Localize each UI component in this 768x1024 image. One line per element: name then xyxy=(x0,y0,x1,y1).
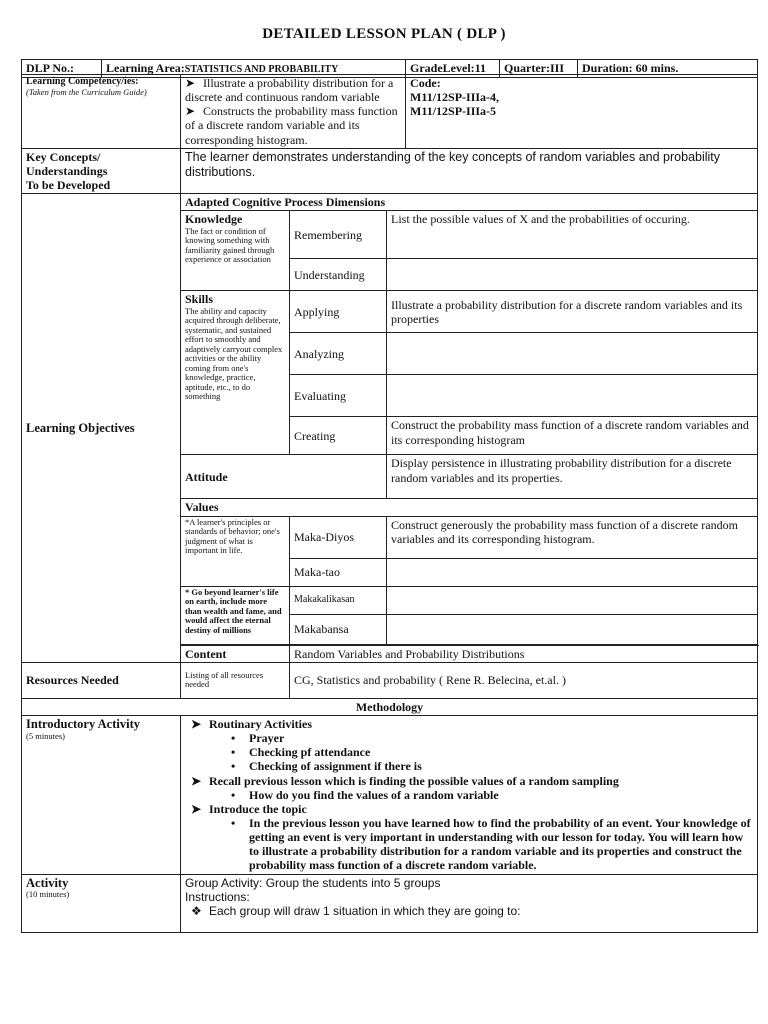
bullet-icon: • xyxy=(231,731,236,746)
competency-sublabel: (Taken from the Curriculum Guide) xyxy=(26,86,147,97)
intro-activity-time: (5 minutes) xyxy=(26,730,65,741)
objective-makakalikasan xyxy=(387,586,758,614)
intro-activity-label: Introductory Activity xyxy=(26,716,140,731)
list-item: • Prayer xyxy=(231,731,285,746)
level-makabansa: Makabansa xyxy=(290,614,387,644)
duration: Duration: 60 mins. xyxy=(578,60,758,78)
level-creating: Creating xyxy=(290,417,387,455)
list-item: ➤ Introduce the topic xyxy=(191,801,307,816)
level-maka-diyos: Maka-Diyos xyxy=(290,516,387,558)
activity-group: Group Activity: Group the students into 5 groups xyxy=(185,875,441,890)
attitude-label: Attitude xyxy=(181,455,387,499)
competency-item: ➤ Constructs the probability mass function of a discrete random variable and its corresponding histogram. xyxy=(185,104,398,147)
list-item: • How do you find the values of a random variable xyxy=(231,787,499,802)
level-makakalikasan: Makakalikasan xyxy=(290,586,387,614)
bullet-icon: • xyxy=(231,745,236,760)
list-item: ➤ Recall previous lesson which is finding the possible values of a random sampling xyxy=(191,773,619,788)
competency-list xyxy=(181,75,406,149)
intro-activity-cell xyxy=(22,715,181,874)
bullet-icon: • xyxy=(231,787,236,802)
knowledge-cell: Knowledge The fact or condition of knowing something with familiarity gained through experience or association xyxy=(181,211,290,291)
objective-understanding xyxy=(387,259,758,291)
objective-remembering: List the possible values of X and the probabilities of occuring. xyxy=(387,211,758,259)
learning-objectives-label: Learning Objectives xyxy=(22,194,181,662)
level-remembering: Remembering xyxy=(290,211,387,259)
competency-item: ➤ Illustrate a probability distribution for a discrete and continuous random variable xyxy=(185,76,394,105)
objective-attitude: Display persistence in illustrating probability distribution for a discrete random variables and its properties. xyxy=(387,455,758,499)
activity-content xyxy=(181,874,758,932)
level-applying: Applying xyxy=(290,291,387,333)
arrow-bullet-icon: ➤ xyxy=(185,76,196,90)
key-concepts-text: The learner demonstrates understanding of the key concepts of random variables and probability distributions. xyxy=(181,148,758,193)
intro-activity-content xyxy=(181,715,758,874)
resources-text: CG, Statistics and probability ( Rene R. Belecina, et.al. ) xyxy=(290,662,758,698)
level-evaluating: Evaluating xyxy=(290,375,387,417)
lesson-plan-table xyxy=(21,74,758,933)
competency-label-cell xyxy=(22,75,181,149)
objective-maka-diyos: Construct generously the probability mass function of a discrete random variables and its corresponding histogram. xyxy=(387,516,758,558)
objective-evaluating xyxy=(387,375,758,417)
values-desc-cell: *A learner's principles or standards of behavior; one's judgment of what is important in life. xyxy=(181,516,290,586)
objective-maka-tao xyxy=(387,558,758,586)
dimensions-header: Adapted Cognitive Process Dimensions xyxy=(181,194,758,211)
objective-applying: Illustrate a probability distribution for a discrete random variables and its properties xyxy=(387,291,758,333)
list-item: ❖ Each group will draw 1 situation in which they are going to: xyxy=(191,903,521,918)
objective-makabansa xyxy=(387,614,758,644)
diamond-bullet-icon: ❖ xyxy=(191,903,202,918)
arrow-bullet-icon: ➤ xyxy=(191,773,202,788)
arrow-bullet-icon: ➤ xyxy=(185,104,196,119)
values-desc-cell-2: * Go beyond learner's life on earth, include more than wealth and fame, and would affect the eternal destiny of millions xyxy=(181,586,290,644)
resources-sublabel: Listing of all resources needed xyxy=(181,662,290,698)
content-label: Content xyxy=(181,645,290,662)
content-text: Random Variables and Probability Distributions xyxy=(290,645,758,662)
activity-time: (10 minutes) xyxy=(26,889,70,900)
arrow-bullet-icon: ➤ xyxy=(191,801,202,816)
objective-analyzing xyxy=(387,333,758,375)
level-understanding: Understanding xyxy=(290,259,387,291)
level-analyzing: Analyzing xyxy=(290,333,387,375)
objective-creating: Construct the probability mass function of a discrete random variables and its corresponding histogram xyxy=(387,417,758,455)
bullet-icon: • xyxy=(231,759,236,774)
arrow-bullet-icon: ➤ xyxy=(191,716,202,731)
learning-area: Learning Area:STATISTICS AND PROBABILITY xyxy=(102,60,406,78)
dlp-no-label: DLP No.: xyxy=(22,60,102,78)
resources-label: Resources Needed xyxy=(22,662,181,698)
bullet-icon: • xyxy=(231,815,236,830)
activity-cell xyxy=(22,874,181,932)
competency-code: Code: M11/12SP-IIIa-4, M11/12SP-IIIa-5 xyxy=(406,75,758,149)
key-concepts-label: Key Concepts/ Understandings To be Developed xyxy=(22,148,181,193)
list-item: • In the previous lesson you have learned how to find the probability of an event. Your knowledge of getting an event is very important in understanding with our lesson for today. You will learn how to illustrate a probability distribution for a random variable and its properties and construct the probability mass function of a discrete random variable. xyxy=(231,815,751,873)
methodology-header: Methodology xyxy=(22,698,758,715)
list-item: • Checking of assignment if there is xyxy=(231,759,422,774)
competency-label: Learning Competency/ies: xyxy=(26,76,139,87)
values-label: Values xyxy=(181,499,758,516)
quarter: Quarter:III xyxy=(500,60,578,78)
list-item: ➤ Routinary Activities xyxy=(191,716,312,731)
activity-instructions: Instructions: xyxy=(185,889,250,904)
skills-cell: Skills The ability and capacity acquired through deliberate, systematic, and sustained effort to smoothly and adaptively carryout complex activities or the ability coming from one's knowledge, practice, aptitude, etc., to do something xyxy=(181,291,290,455)
activity-label: Activity xyxy=(26,875,69,890)
list-item: • Checking pf attendance xyxy=(231,745,371,760)
grade-level: GradeLevel:11 xyxy=(406,60,500,78)
document-title: DETAILED LESSON PLAN ( DLP ) xyxy=(262,26,506,42)
level-maka-tao: Maka-tao xyxy=(290,558,387,586)
